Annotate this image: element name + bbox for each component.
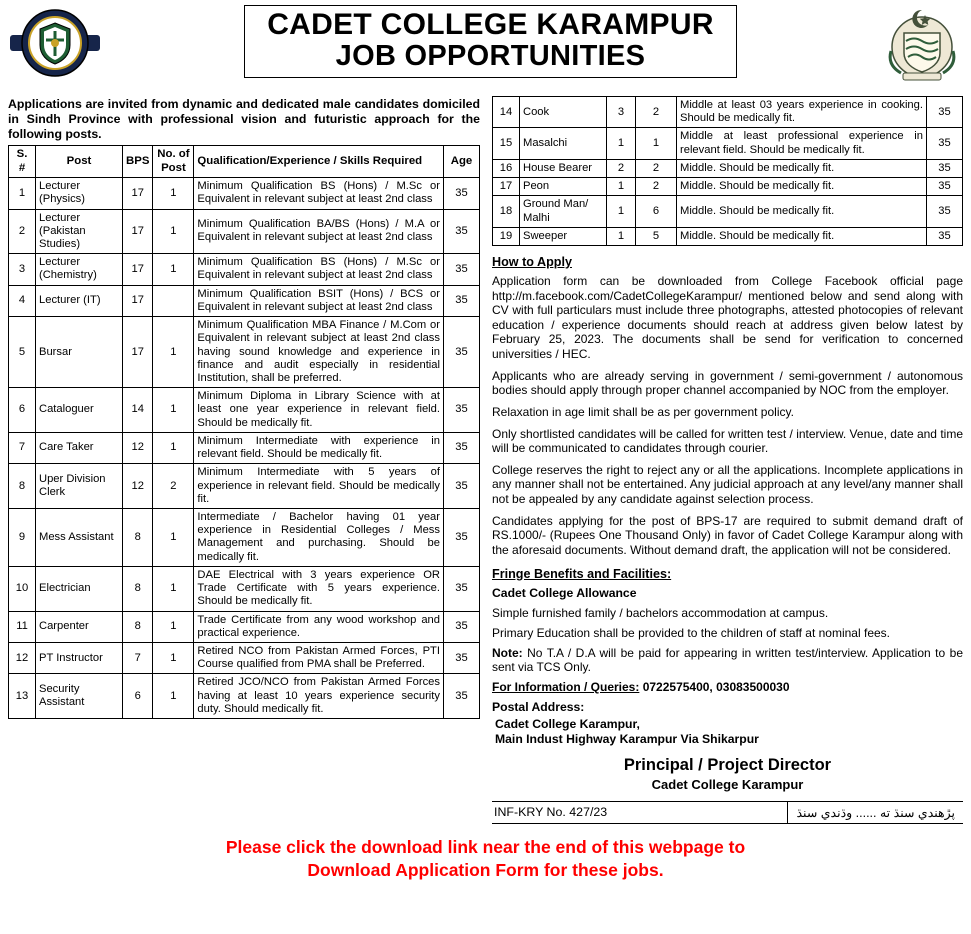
cell-no-of-post: 1	[153, 642, 194, 673]
cell-no-of-post: 6	[636, 196, 677, 227]
jobs-table-left	[8, 145, 480, 719]
header-qualification: Qualification/Experience / Skills Required	[194, 146, 444, 178]
cell-bps: 17	[123, 178, 153, 209]
job-row	[493, 196, 963, 227]
header-post: Post	[36, 146, 123, 178]
cell-bps: 3	[607, 97, 636, 128]
cell-age: 35	[927, 97, 963, 128]
cell-bps: 1	[607, 196, 636, 227]
note-text: No T.A / D.A will be paid for appearing in written test/interview. Application to be sent via TCS Only.	[492, 645, 963, 674]
cell-age: 35	[444, 209, 480, 254]
cell-age: 35	[927, 227, 963, 245]
cell-age: 35	[927, 196, 963, 227]
job-row	[493, 128, 963, 159]
inf-number: INF-KRY No. 427/23	[494, 805, 608, 820]
sindh-government-logo	[873, 5, 963, 83]
cell-post: Ground Man/ Malhi	[520, 196, 607, 227]
cell-qualification: Retired NCO from Pakistan Armed Forces, PTI Course qualified from PMA shall be Preferred.	[194, 642, 444, 673]
cell-age: 35	[444, 317, 480, 388]
cell-post: Lecturer (Pakistan Studies)	[36, 209, 123, 254]
cell-post: Cook	[520, 97, 607, 128]
left-column	[8, 96, 480, 824]
cell-bps: 17	[123, 317, 153, 388]
cell-age: 35	[444, 432, 480, 463]
cell-no-of-post	[153, 285, 194, 316]
cell-serial: 11	[9, 611, 36, 642]
title-box	[244, 5, 737, 78]
cell-post: Peon	[520, 178, 607, 196]
job-row	[9, 566, 480, 611]
cell-no-of-post: 1	[153, 254, 194, 285]
header-row	[9, 146, 480, 178]
cell-no-of-post: 1	[153, 317, 194, 388]
cell-serial: 3	[9, 254, 36, 285]
cell-qualification: Middle. Should be medically fit.	[677, 159, 927, 177]
cell-post: Mess Assistant	[36, 508, 123, 566]
fringe-line: Simple furnished family / bachelors accommodation at campus.	[492, 605, 829, 620]
cell-no-of-post: 1	[153, 178, 194, 209]
queries-line	[492, 680, 963, 694]
cell-qualification: Trade Certificate from any wood workshop and practical experience.	[194, 611, 444, 642]
cell-post: Sweeper	[520, 227, 607, 245]
cell-post: House Bearer	[520, 159, 607, 177]
how-to-apply-paragraph: Only shortlisted candidates will be called for written test / interview. Venue, date and time will be communicated to candidates through courier.	[492, 426, 963, 456]
header-bps: BPS	[123, 146, 153, 178]
job-row	[9, 674, 480, 719]
cell-qualification: Minimum Qualification BA/BS (Hons) / M.A or Equivalent in relevant subject at least 2nd class	[194, 209, 444, 254]
jobs-table-header	[9, 146, 480, 178]
cadet-college-crest-icon	[8, 7, 102, 83]
cell-serial: 4	[9, 285, 36, 316]
job-row	[9, 254, 480, 285]
cell-bps: 7	[123, 642, 153, 673]
job-row	[493, 178, 963, 196]
cell-no-of-post: 1	[153, 611, 194, 642]
cell-post: Lecturer (IT)	[36, 285, 123, 316]
cell-no-of-post: 1	[636, 128, 677, 159]
cell-age: 35	[444, 464, 480, 509]
job-row	[9, 464, 480, 509]
intro-text: Applications are invited from dynamic and dedicated male candidates domiciled in Sindh Province with professional vision and futuristic approach for the following posts.	[8, 97, 480, 141]
cell-qualification: Minimum Qualification BSIT (Hons) / BCS or Equivalent in relevant subject at least 2nd class	[194, 285, 444, 316]
cell-qualification: Minimum Qualification MBA Finance / M.Com or Equivalent in relevant subject at least 2nd class having sound knowledge and experience in finance and audit especially in residential Institution, shall be preferred.	[194, 317, 444, 388]
cell-age: 35	[444, 388, 480, 433]
cell-serial: 2	[9, 209, 36, 254]
cell-no-of-post: 1	[153, 432, 194, 463]
cell-post: Electrician	[36, 566, 123, 611]
queries-label: For Information / Queries:	[492, 679, 640, 694]
cell-post: Bursar	[36, 317, 123, 388]
cell-age: 35	[927, 159, 963, 177]
cell-age: 35	[444, 178, 480, 209]
title-wrap	[108, 5, 873, 78]
urdu-slogan: پڙهندي سنڌ ته ...... وڌندي سنڌ	[787, 802, 963, 823]
cadet-college-allowance: Cadet College Allowance	[492, 585, 637, 600]
cell-qualification: Middle at least professional experience in relevant field. Should be medically fit.	[677, 128, 927, 159]
cell-age: 35	[444, 508, 480, 566]
queries-numbers: 0722575400, 03083500030	[639, 679, 790, 694]
signature-title: Principal / Project Director	[623, 755, 832, 774]
page-subtitle: JOB OPPORTUNITIES	[335, 40, 646, 73]
note-label: Note:	[492, 645, 523, 660]
footer-row	[492, 801, 963, 824]
cell-serial: 15	[493, 128, 520, 159]
cell-qualification: Minimum Diploma in Library Science with at least one year experience in relevant field. Should be medically fit.	[194, 388, 444, 433]
fringe-line: Primary Education shall be provided to the children of staff at nominal fees.	[492, 625, 890, 640]
cell-serial: 1	[9, 178, 36, 209]
cell-serial: 17	[493, 178, 520, 196]
header-no-of-post: No. of Post	[153, 146, 194, 178]
how-to-apply-paragraph: Applicants who are already serving in government / semi-government / autonomous bodies should apply through proper channel accompanied by NOC from the employer.	[492, 368, 963, 398]
postal-address-line: Main Indust Highway Karampur Via Shikarpur	[495, 731, 759, 746]
cell-bps: 1	[607, 178, 636, 196]
cell-no-of-post: 1	[153, 674, 194, 719]
job-row	[9, 209, 480, 254]
cell-serial: 9	[9, 508, 36, 566]
cell-serial: 10	[9, 566, 36, 611]
college-logo	[8, 5, 108, 88]
cell-bps: 8	[123, 508, 153, 566]
header-age: Age	[444, 146, 480, 178]
how-to-apply-paragraph: College reserves the right to reject any or all the applications. Incomplete applications in any manner shall not be entertained. Any judicial approach at any level/any manner shall not be appealed by any candidate against selection process.	[492, 462, 963, 507]
cell-no-of-post: 2	[636, 97, 677, 128]
job-row	[9, 285, 480, 316]
how-to-apply-paragraph: Application form can be downloaded from College Facebook official page http://m.facebook.com/CadetCollegeKarampur/ mentioned below and send along with CV with full particulars must include three photographs, attested photocopies of relevant education / experience documents should reach at address given below latest by February 25, 2023. The documents shall be send for verification to concerned universities / HEC.	[492, 273, 963, 362]
cell-post: Cataloguer	[36, 388, 123, 433]
job-row	[493, 97, 963, 128]
cell-no-of-post: 2	[153, 464, 194, 509]
jobs-table-left-body	[9, 178, 480, 719]
cell-no-of-post: 1	[153, 388, 194, 433]
postal-address-line: Cadet College Karampur,	[495, 716, 640, 731]
cell-no-of-post: 1	[153, 209, 194, 254]
cell-no-of-post: 1	[153, 508, 194, 566]
jobs-table-right	[492, 96, 963, 246]
how-to-apply-paragraph: Candidates applying for the post of BPS-17 are required to submit demand draft of RS.1000/- (Rupees One Thousand Only) in favor of Cadet College Karampur along with the aforesaid documents. Without demand draft, the application will not be considered.	[492, 513, 963, 557]
cell-age: 35	[444, 642, 480, 673]
cell-serial: 7	[9, 432, 36, 463]
cell-age: 35	[444, 285, 480, 316]
job-row	[9, 642, 480, 673]
cell-serial: 14	[493, 97, 520, 128]
cell-qualification: DAE Electrical with 3 years experience OR Trade Certificate with 5 years experience. Should be medically fit.	[194, 566, 444, 611]
cell-bps: 17	[123, 209, 153, 254]
cell-post: PT Instructor	[36, 642, 123, 673]
cell-bps: 12	[123, 432, 153, 463]
cell-age: 35	[444, 566, 480, 611]
cell-bps: 1	[607, 227, 636, 245]
cell-post: Security Assistant	[36, 674, 123, 719]
sindh-emblem-icon	[881, 7, 963, 83]
cell-qualification: Middle. Should be medically fit.	[677, 227, 927, 245]
cell-bps: 8	[123, 611, 153, 642]
job-row	[9, 611, 480, 642]
cell-qualification: Minimum Intermediate with experience in relevant field. Should be medically fit.	[194, 432, 444, 463]
job-row	[9, 432, 480, 463]
cell-post: Care Taker	[36, 432, 123, 463]
note-line	[492, 646, 963, 674]
cell-post: Masalchi	[520, 128, 607, 159]
cell-bps: 17	[123, 254, 153, 285]
cell-age: 35	[927, 128, 963, 159]
cell-age: 35	[444, 611, 480, 642]
cell-post: Uper Division Clerk	[36, 464, 123, 509]
cell-post: Carpenter	[36, 611, 123, 642]
cell-bps: 6	[123, 674, 153, 719]
cell-no-of-post: 2	[636, 178, 677, 196]
cell-serial: 13	[9, 674, 36, 719]
cell-bps: 14	[123, 388, 153, 433]
cell-no-of-post: 1	[153, 566, 194, 611]
jobs-table-right-body	[493, 97, 963, 246]
cell-bps: 12	[123, 464, 153, 509]
fringe-benefits-heading: Fringe Benefits and Facilities:	[492, 566, 672, 581]
download-notice-line1: Please click the download link near the end of this webpage to	[225, 836, 746, 857]
cell-qualification: Middle. Should be medically fit.	[677, 196, 927, 227]
cell-qualification: Retired JCO/NCO from Pakistan Armed Forces having at least 10 years experience security duty. Should medically fit.	[194, 674, 444, 719]
download-notice	[0, 836, 971, 883]
cell-bps: 2	[607, 159, 636, 177]
cell-qualification: Intermediate / Bachelor having 01 year experience in Residential Colleges / Mess Management and purchasing. Should be medically fit.	[194, 508, 444, 566]
page-title: CADET COLLEGE KARAMPUR	[267, 8, 714, 41]
job-row	[9, 317, 480, 388]
job-row	[493, 159, 963, 177]
cell-age: 35	[444, 254, 480, 285]
cell-serial: 19	[493, 227, 520, 245]
postal-address-label: Postal Address:	[492, 699, 585, 714]
how-to-apply-paragraph: Relaxation in age limit shall be as per government policy.	[492, 404, 794, 419]
job-row	[9, 388, 480, 433]
cell-qualification: Minimum Intermediate with 5 years of experience in relevant field. Should be medically fit.	[194, 464, 444, 509]
cell-serial: 5	[9, 317, 36, 388]
cell-qualification: Minimum Qualification BS (Hons) / M.Sc or Equivalent in relevant subject at least 2nd class	[194, 254, 444, 285]
cell-qualification: Minimum Qualification BS (Hons) / M.Sc or Equivalent in relevant subject at least 2nd class	[194, 178, 444, 209]
signature-org: Cadet College Karampur	[651, 776, 804, 792]
cell-qualification: Middle. Should be medically fit.	[677, 178, 927, 196]
header-serial: S. #	[9, 146, 36, 178]
cell-bps: 1	[607, 128, 636, 159]
cell-post: Lecturer (Chemistry)	[36, 254, 123, 285]
cell-no-of-post: 5	[636, 227, 677, 245]
download-notice-line2: Download Application Form for these jobs.	[307, 860, 664, 881]
cell-age: 35	[444, 674, 480, 719]
ad-header	[8, 5, 963, 93]
cell-bps: 8	[123, 566, 153, 611]
job-row	[493, 227, 963, 245]
right-column	[492, 96, 963, 824]
how-to-apply-heading: How to Apply	[492, 254, 572, 269]
cell-serial: 12	[9, 642, 36, 673]
cell-serial: 8	[9, 464, 36, 509]
cell-bps: 17	[123, 285, 153, 316]
columns	[8, 96, 963, 824]
cell-qualification: Middle at least 03 years experience in cooking. Should be medically fit.	[677, 97, 927, 128]
cell-serial: 18	[493, 196, 520, 227]
cell-age: 35	[927, 178, 963, 196]
cell-post: Lecturer (Physics)	[36, 178, 123, 209]
job-row	[9, 508, 480, 566]
signature-block	[492, 756, 963, 792]
cell-no-of-post: 2	[636, 159, 677, 177]
cell-serial: 6	[9, 388, 36, 433]
cell-serial: 16	[493, 159, 520, 177]
job-row	[9, 178, 480, 209]
